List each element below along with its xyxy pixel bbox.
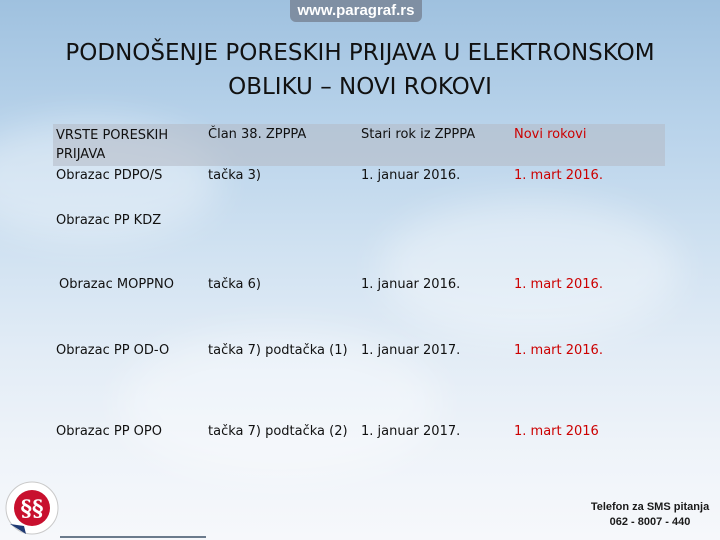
- row-article: tačka 6): [208, 277, 261, 292]
- row-new-deadline: 1. mart 2016.: [514, 168, 603, 183]
- row-new-deadline: 1. mart 2016: [514, 424, 599, 439]
- row-old-deadline: 1. januar 2017.: [361, 424, 461, 439]
- row-article: tačka 7) podtačka (1): [208, 343, 348, 358]
- row-new-deadline: 1. mart 2016.: [514, 343, 603, 358]
- header-old-deadline: Stari rok iz ZPPPA: [361, 127, 476, 142]
- cloud-decoration: [380, 200, 680, 340]
- svg-text:§§: §§: [20, 496, 44, 522]
- row-form-type: Obrazac MOPPNO: [59, 277, 174, 292]
- row-form-type: Obrazac PDPO/S: [56, 168, 163, 183]
- row-form-type: Obrazac PP OD-O: [56, 343, 170, 358]
- row-article: tačka 7) podtačka (2): [208, 424, 348, 439]
- row-form-type: Obrazac PP KDZ: [56, 213, 162, 228]
- page-title: PODNOŠENJE PORESKIH PRIJAVA U ELEKTRONSKOM OBLIKU – NOVI ROKOVI: [65, 40, 655, 100]
- row-old-deadline: 1. januar 2017.: [361, 343, 461, 358]
- paragraf-logo: [4, 480, 60, 536]
- header-new-deadline: Novi rokovi: [514, 127, 587, 142]
- header-article: Član 38. ZPPPA: [208, 127, 307, 142]
- sms-contact: [580, 500, 720, 530]
- row-form-type: Obrazac PP OPO: [56, 424, 162, 439]
- row-old-deadline: 1. januar 2016.: [361, 277, 461, 292]
- header-tax-form-type: VRSTE PORESKIH PRIJAVA: [56, 128, 169, 162]
- row-article: tačka 3): [208, 168, 261, 183]
- row-old-deadline: 1. januar 2016.: [361, 168, 461, 183]
- row-new-deadline: 1. mart 2016.: [514, 277, 603, 292]
- footer-divider: [60, 536, 206, 538]
- sms-phone-number: 062 - 8007 - 440: [609, 516, 691, 528]
- sms-label: Telefon za SMS pitanja: [590, 501, 710, 513]
- site-banner[interactable]: www.paragraf.rs: [290, 0, 422, 22]
